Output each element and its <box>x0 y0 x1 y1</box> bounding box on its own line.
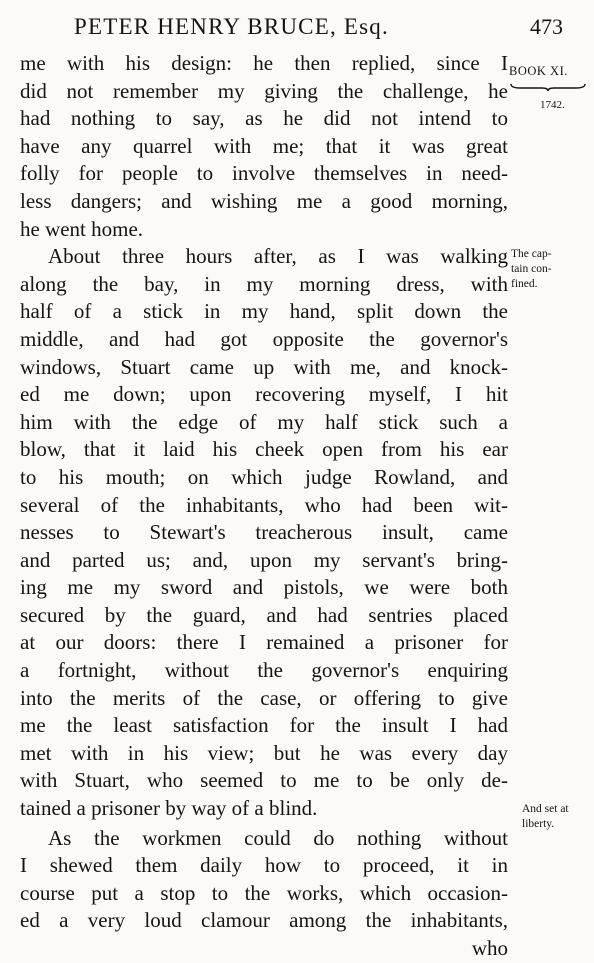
text-line: me with his design: he then replied, since I <box>20 51 508 75</box>
catchword: who <box>471 936 508 960</box>
margin-note-line: fined. <box>511 278 538 290</box>
text-line: he went home. <box>20 216 144 241</box>
text-line: secured by the guard, and had sentries placed <box>20 602 508 627</box>
text-line: with Stuart, who seemed to me to be only de- <box>20 768 508 793</box>
body-text <box>20 50 508 963</box>
margin-year: 1742. <box>540 99 565 111</box>
text-line: did not remember my giving the challenge, he <box>20 78 508 103</box>
text-line: folly for people to involve themselves in need- <box>20 161 508 186</box>
text-line: half of a stick in my hand, split down the <box>20 299 508 324</box>
text-line: to his mouth; on which judge Rowland, and <box>20 464 508 489</box>
margin-note-line: tain con- <box>511 263 552 275</box>
text-line: I shewed them daily how to proceed, it in <box>20 853 508 878</box>
text-line: course put a stop to the works, which occasion- <box>20 880 508 905</box>
margin-brace <box>510 82 586 92</box>
text-line: and parted us; and, upon my servant's bring- <box>20 547 508 572</box>
text-line: tained a prisoner by way of a blind. <box>20 796 318 821</box>
margin-note-line: The cap- <box>511 248 552 260</box>
text-line: nesses to Stewart's treacherous insult, came <box>20 520 508 545</box>
text-line: blow, that it laid his cheek open from his ear <box>20 437 508 462</box>
text-line: middle, and had got opposite the governor's <box>20 326 508 351</box>
margin-note-set-at-liberty <box>522 802 569 832</box>
text-line: As the workmen could do nothing without <box>48 825 508 850</box>
margin-note-captain-confined <box>511 247 552 292</box>
margin-note-line: And set at <box>522 803 569 815</box>
text-line: me the least satisfaction for the insult I had <box>20 713 508 738</box>
text-line: less dangers; and wishing me a good morning, <box>20 188 508 213</box>
text-line: ing me my sword and pistols, we were both <box>20 575 508 600</box>
text-line: ed me down; upon recovering myself, I hit <box>20 382 508 407</box>
text-line: About three hours after, as I was walking <box>48 244 508 269</box>
text-line: windows, Stuart came up with me, and knock- <box>20 354 508 379</box>
text-line: have any quarrel with me; that it was great <box>20 133 508 158</box>
text-line: ed a very loud clamour among the inhabitants, <box>20 908 508 933</box>
page-number: 473 <box>530 14 563 39</box>
text-line: a fortnight, without the governor's enquiring <box>20 658 508 683</box>
margin-note-line: liberty. <box>522 818 555 830</box>
text-line: him with the edge of my half stick such a <box>20 409 508 434</box>
text-line: along the bay, in my morning dress, with <box>20 271 508 296</box>
text-line: into the merits of the case, or offering to give <box>20 685 508 710</box>
text-line: met with in his view; but he was every day <box>20 740 508 765</box>
running-title: PETER HENRY BRUCE, Esq. <box>74 14 389 39</box>
text-line: had nothing to say, as he did not intend to <box>20 106 508 131</box>
margin-book-label: BOOK XI. <box>509 64 568 78</box>
text-line: at our doors: there I remained a prisoner for <box>20 630 508 655</box>
text-line: several of the inhabitants, who had been wit- <box>20 492 508 517</box>
